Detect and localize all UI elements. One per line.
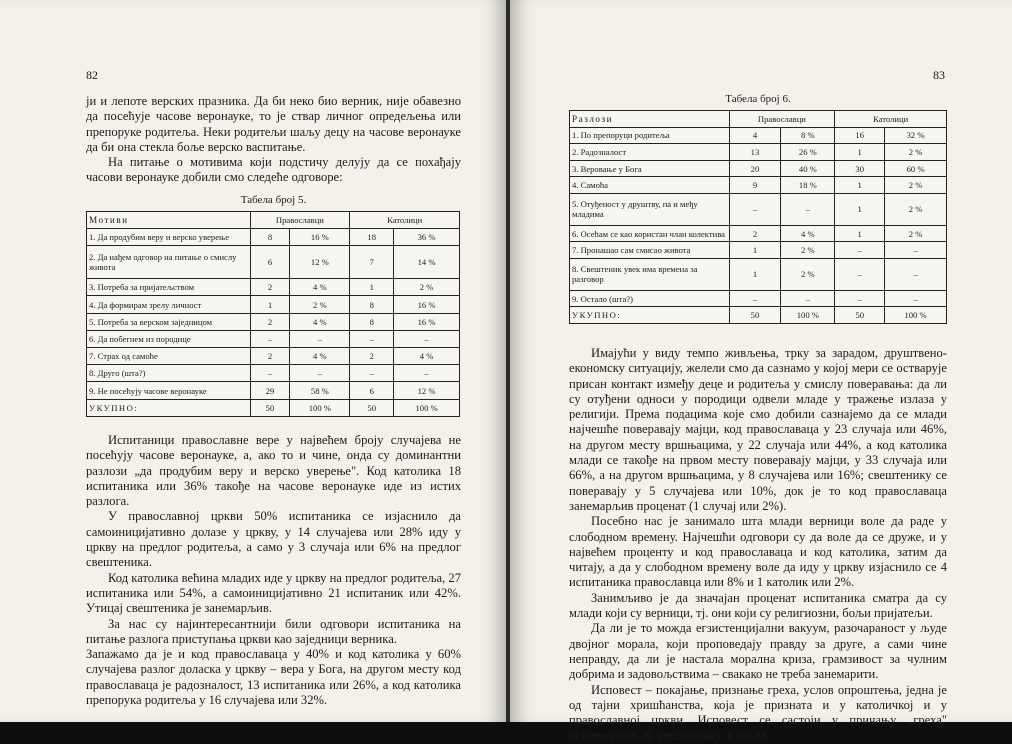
table-row [570,242,947,259]
column-header: Разлози [570,111,730,128]
row-label: 9. Не посећују часове веронауке [87,382,251,399]
cell: 100 % [781,307,835,324]
paragraph: Код католика већина младих иде у цркву на предлог родитеља, 27 испитаника или 54%, а самоиницијативно 21 испитаник или 42%. Утицај свештеника је занемарљив. [86,570,461,616]
column-header: Католици [835,111,947,128]
cell: 8 [250,229,290,246]
cell: – [885,290,947,307]
cell: 58 % [290,382,350,399]
cell: 8 % [781,127,835,144]
row-label: 2. Радозналост [570,144,730,161]
cell: – [729,290,781,307]
table-row [570,258,947,290]
row-label: 5. Отуђеност у друштву, па и међу младима [570,194,730,226]
page-number: 83 [933,68,945,82]
cell: – [885,242,947,259]
paragraph: Занимљиво је да значајан проценат испитаника сматра да су млади који су верници, тј. они који су религиозни, бољи пријатељи. [569,590,947,621]
column-header: Католици [350,212,460,229]
cell: – [290,330,350,347]
cell: 16 % [394,313,460,330]
cell: – [729,194,781,226]
table-total-row [87,399,460,416]
cell: 50 [729,307,781,324]
paragraph: Испитаници православне вере у највећем броју случајева не посећују часове веронауке, а, ако то и чине, онда су доминантни разлози „да продубим веру и верско уверење". Код католика 18 испитаника или 36% такође на часове веронауке иде из истих разлога. [86,433,461,509]
table-total-row [570,307,947,324]
cell: 50 [250,399,290,416]
cell: 16 % [394,296,460,313]
cell: 2 % [781,242,835,259]
cell: 6 [250,246,290,279]
table-row [570,160,947,177]
paragraph: Посебно нас је занимало шта млади верници воле да раде у слободном времену. Најчешћи одговори су да воле да се друже, и у највећем проценту и код православаца и код католика, затим да читају, а да у слободном времену воле да иду у цркву изјаснило се 4 испитаника православца или 8% и 1 католик или 2%. [569,514,947,590]
row-label: 3. Потреба за пријатељством [87,279,251,296]
table-row [87,296,460,313]
cell: 20 [729,160,781,177]
cell: 50 [835,307,885,324]
table-row [570,290,947,307]
table-caption: Табела број 5. [240,194,307,206]
cell: 18 % [781,177,835,194]
row-label: 7. Страх од самоће [87,348,251,365]
row-label: 9. Остало (шта?) [570,290,730,307]
cell: – [835,290,885,307]
row-label: 2. Да нађем одговор на питање о смислу живота [87,246,251,279]
cell: 13 [729,144,781,161]
cell: 32 % [885,127,947,144]
cell: 8 [350,296,394,313]
paragraph: ји и лепоте верских празника. Да би неко био верник, није обавезно да посећује часове веронауке, то је ствар личног опредељења или препоруке родитеља. Неки родитељи шаљу децу на часове веронауке да би она стекла боље верско васпитање. [86,94,461,154]
cell: 2 % [885,225,947,242]
cell: 1 [729,258,781,290]
reasons-table [569,110,947,324]
row-label: 1. По препоруци родитеља [570,127,730,144]
cell: 1 [835,177,885,194]
cell: 2 [350,348,394,365]
table-row [87,279,460,296]
cell: – [250,330,290,347]
cell: 4 % [290,279,350,296]
cell: 18 [350,229,394,246]
row-label: 8. Друго (шта?) [87,365,251,382]
table-caption: Табела број 6. [725,93,791,105]
intro-text [86,94,461,186]
cell: 2 % [290,296,350,313]
column-header: Православци [250,212,350,229]
table-row [570,194,947,226]
cell: 100 % [394,399,460,416]
table-row [570,127,947,144]
row-label: 1. Да продубим веру и верско уверење [87,229,251,246]
cell: 16 [835,127,885,144]
cell: 2 % [885,177,947,194]
cell: – [781,194,835,226]
cell: 12 % [394,382,460,399]
cell: 2 % [781,258,835,290]
cell: 2 [250,313,290,330]
body-text [86,433,461,708]
cell: 1 [250,296,290,313]
body-text [569,346,947,744]
row-label: 4. Самоћа [570,177,730,194]
table-row [570,225,947,242]
cell: 7 [350,246,394,279]
paragraph: За нас су најинтересантнији били одговори испитаника на питање разлога приступања цркви као заједници верника. [86,616,461,646]
paragraph: Исповест – покајање, признање греха, услов опроштења, једна је од тајни хришћанства, која је призната и у католичкој и у православној цркви. Исповест се састоји у причању „греха" исповеднику, тј. свештенику, а после [569,682,947,743]
row-label: 5. Потреба за верском заједницом [87,313,251,330]
cell: – [350,330,394,347]
cell: – [394,330,460,347]
cell: 14 % [394,246,460,279]
cell: – [350,365,394,382]
table-header-row [87,212,460,229]
cell: 1 [835,194,885,226]
cell: 100 % [885,307,947,324]
paragraph: У православној цркви 50% испитаника се изјаснило да самоиницијативно долазе у цркву, у 14 случајева или 28% иду у цркву на предлог родитеља, а само у 3 случаја или 6% на предлог свештеника. [86,509,461,570]
cell: 12 % [290,246,350,279]
cell: 26 % [781,144,835,161]
cell: 2 % [885,144,947,161]
table-header-row [570,111,947,128]
table-row [87,348,460,365]
cell: 4 % [290,313,350,330]
column-header: Мотиви [87,212,251,229]
cell: – [835,258,885,290]
row-label: 8. Свештеник увек има времена за разговор [570,258,730,290]
cell: 2 % [885,194,947,226]
table-row [87,365,460,382]
cell: 1 [835,144,885,161]
cell: 50 [350,399,394,416]
cell: 8 [350,313,394,330]
cell: – [250,365,290,382]
cell: 6 [350,382,394,399]
table-row [87,330,460,347]
cell: – [781,290,835,307]
cell: 4 [729,127,781,144]
cell: 60 % [885,160,947,177]
row-label: 6. Да побегнем из породице [87,330,251,347]
cell: – [885,258,947,290]
paragraph: Имајући у виду темпо живљења, трку за зарадом, друштвено-економску ситуацију, желели смо да сазнамо у којој мери се остварује присан контакт између деце и родитеља у смислу поверавања: да ли су отуђени односи у породици одвели младе у тражење излаза у религији. Према подацима које смо добили сазнајемо да се млади најчешће поверавају мајци, код православаца у 23 случаја или 46%, на другом месту вршњацима, у 22 случаја или 44%, а код католика млади се такође на првом месту поверавају мајци, у 33 случаја или 66%, а на другом вршњацима, у 8 случајева или 16%; свештенику се поверавају у 5 случајева или 10%, док је то код православаца занемарљив проценат (1 случај или 2%). [569,346,947,513]
cell: 1 [729,242,781,259]
row-label: 4. Да формирам зрелу личност [87,296,251,313]
cell: 9 [729,177,781,194]
cell: – [835,242,885,259]
column-header: Православци [729,111,835,128]
row-label: УКУПНО: [87,399,251,416]
table-row [87,246,460,279]
cell: 2 [250,348,290,365]
row-label: 6. Осећам се као користан члан колектива [570,225,730,242]
cell: 29 [250,382,290,399]
cell: – [394,365,460,382]
cell: 2 % [394,279,460,296]
row-label: 3. Веровање у Бога [570,160,730,177]
cell: – [290,365,350,382]
cell: 40 % [781,160,835,177]
cell: 36 % [394,229,460,246]
paragraph: Запажамо да је и код православаца у 40% и код католика у 60% случајева разлог доласка у цркву – вера у Бога, на другом месту код православаца је радозналост, 13 испитаника или 26%, а код католика препорука родитеља у 16 случајева или 32%. [86,647,461,708]
table-row [87,313,460,330]
table-row [570,144,947,161]
row-label: 7. Пронашао сам смисао живота [570,242,730,259]
paragraph: На питање о мотивима који подстичу делују да се похађају часови веронауке добили смо следеће одговоре: [86,155,461,185]
paragraph: Да ли је то можда егзистенцијални вакуум, разочараност у људе двојног морала, који проповедају правду за друге, а сами чине неправду, да ли је настала морална криза, грамзивост за чулним добрима и задовољствима – свакако не треба занемарити. [569,621,947,682]
row-label: УКУПНО: [570,307,730,324]
cell: 2 [729,225,781,242]
cell: 16 % [290,229,350,246]
cell: 2 [250,279,290,296]
cell: 4 % [290,348,350,365]
table-row [87,229,460,246]
table-row [87,382,460,399]
page-number: 82 [86,68,98,82]
cell: 4 % [394,348,460,365]
left-page [0,0,506,722]
cell: 1 [350,279,394,296]
motives-table [86,211,460,417]
cell: 100 % [290,399,350,416]
cell: 1 [835,225,885,242]
cell: 30 [835,160,885,177]
table-row [570,177,947,194]
cell: 4 % [781,225,835,242]
